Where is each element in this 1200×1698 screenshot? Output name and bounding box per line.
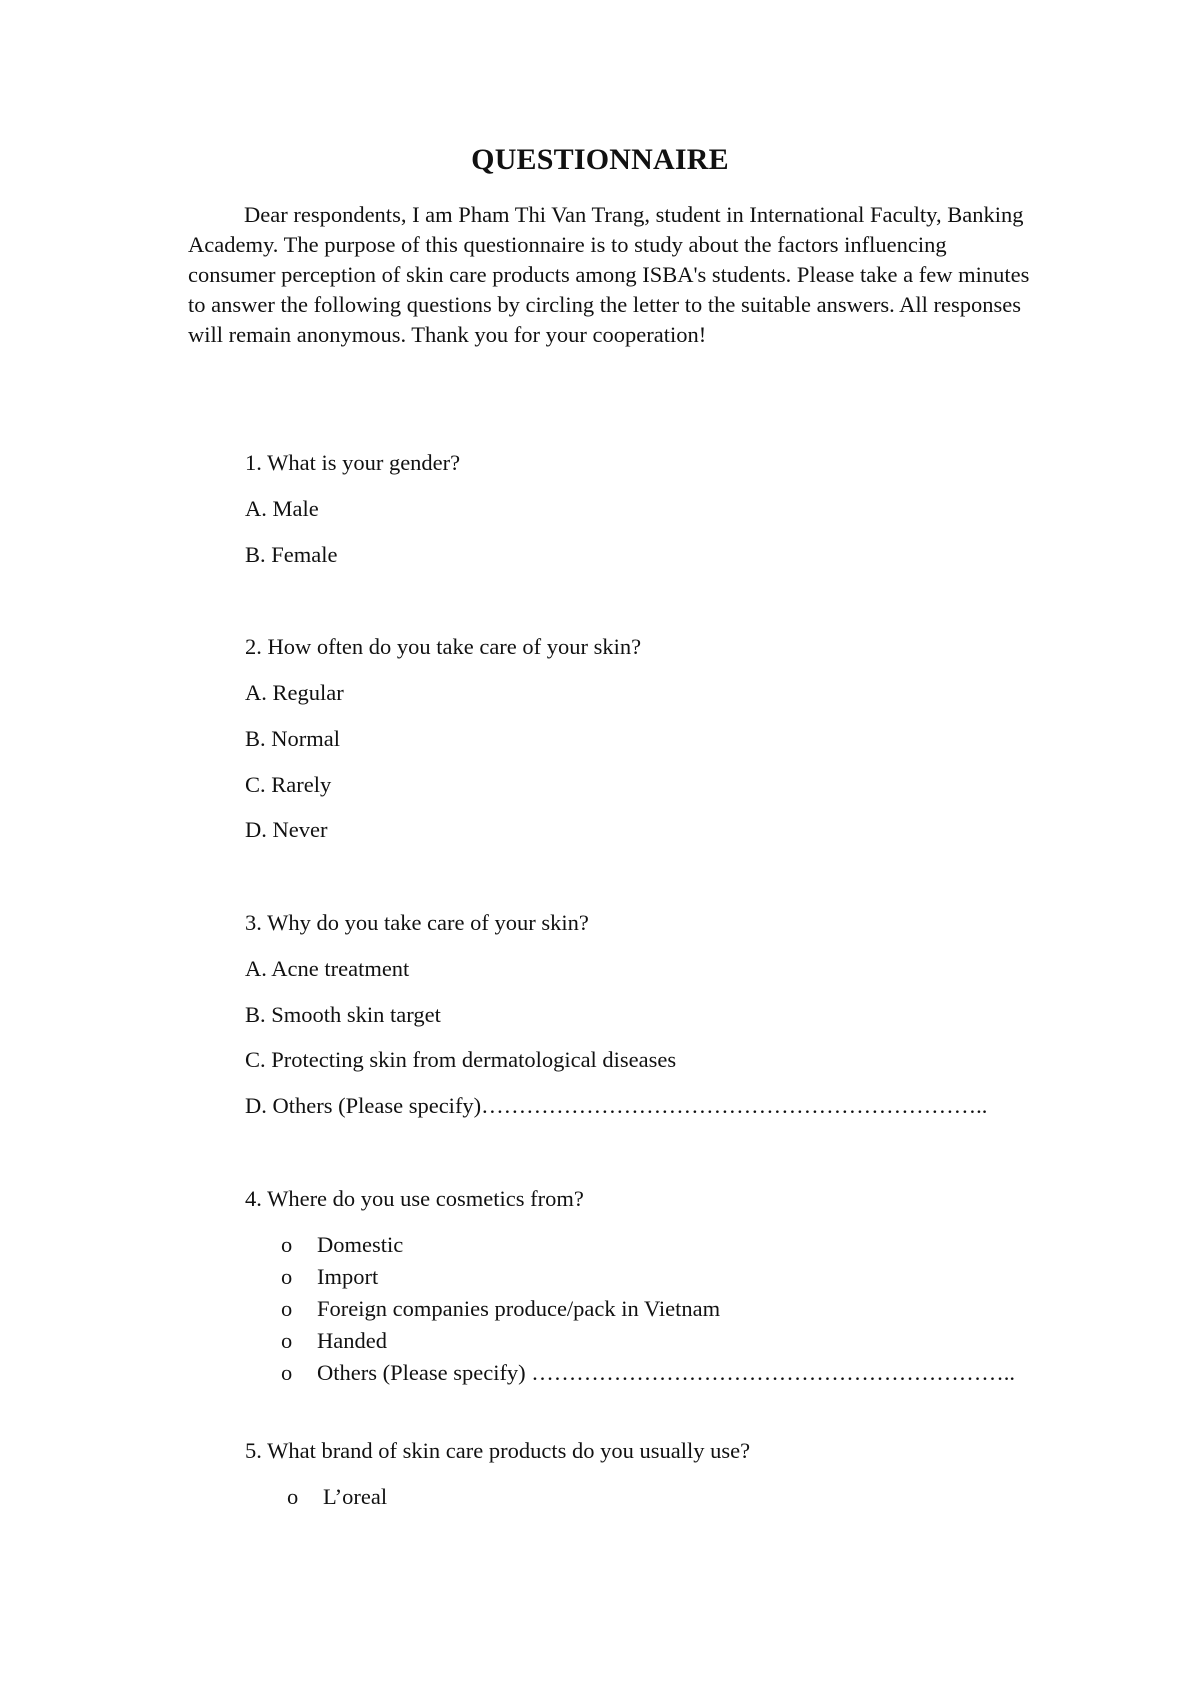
question-4: 4. Where do you use cosmetics from? <box>245 1186 584 1211</box>
q2-option-b[interactable]: B. Normal <box>245 726 340 751</box>
question-5: 5. What brand of skin care products do you usually use? <box>245 1438 751 1463</box>
q2-option-a[interactable]: A. Regular <box>245 680 344 705</box>
bullet-circle-icon: o <box>281 1232 293 1257</box>
question-3: 3. Why do you take care of your skin? <box>245 910 589 935</box>
q4-option-label: Foreign companies produce/pack in Vietnam <box>317 1296 721 1321</box>
q2-option-c[interactable]: C. Rarely <box>245 772 332 797</box>
question-2: 2. How often do you take care of your skin? <box>245 634 642 659</box>
q3-option-d[interactable]: D. Others (Please specify)………………………………………………………….. <box>245 1093 988 1118</box>
q3-option-b[interactable]: B. Smooth skin target <box>245 1002 441 1027</box>
q1-option-a[interactable]: A. Male <box>245 496 319 521</box>
bullet-circle-icon: o <box>281 1360 293 1385</box>
intro-paragraph: Dear respondents, I am Pham Thi Van Trang, student in International Faculty, Banking Academy. The purpose of this questionnaire is to study about the factors influencing consumer perception of skin care products among ISBA's students. Please take a few minutes to answer the following questions by circling the letter to the suitable answers. All responses will remain anonymous. Thank you for your cooperation! <box>188 202 1030 347</box>
q4-option-label: Others (Please specify) ……………………………………………………….. <box>317 1360 1016 1385</box>
q2-option-d[interactable]: D. Never <box>245 817 328 842</box>
question-1: 1. What is your gender? <box>245 450 461 475</box>
q4-option-label: Handed <box>317 1328 387 1353</box>
q1-option-b[interactable]: B. Female <box>245 542 338 567</box>
q4-option-label: Domestic <box>317 1232 404 1257</box>
bullet-circle-icon: o <box>281 1264 293 1289</box>
q3-option-c[interactable]: C. Protecting skin from dermatological diseases <box>245 1047 677 1072</box>
q4-option-label: Import <box>317 1264 379 1289</box>
bullet-circle-icon: o <box>281 1328 293 1353</box>
q3-option-a[interactable]: A. Acne treatment <box>245 956 410 981</box>
document-title: QUESTIONNAIRE <box>471 143 729 176</box>
bullet-circle-icon: o <box>281 1296 293 1321</box>
bullet-circle-icon: o <box>287 1484 299 1509</box>
q5-option-label: L’oreal <box>323 1484 388 1509</box>
